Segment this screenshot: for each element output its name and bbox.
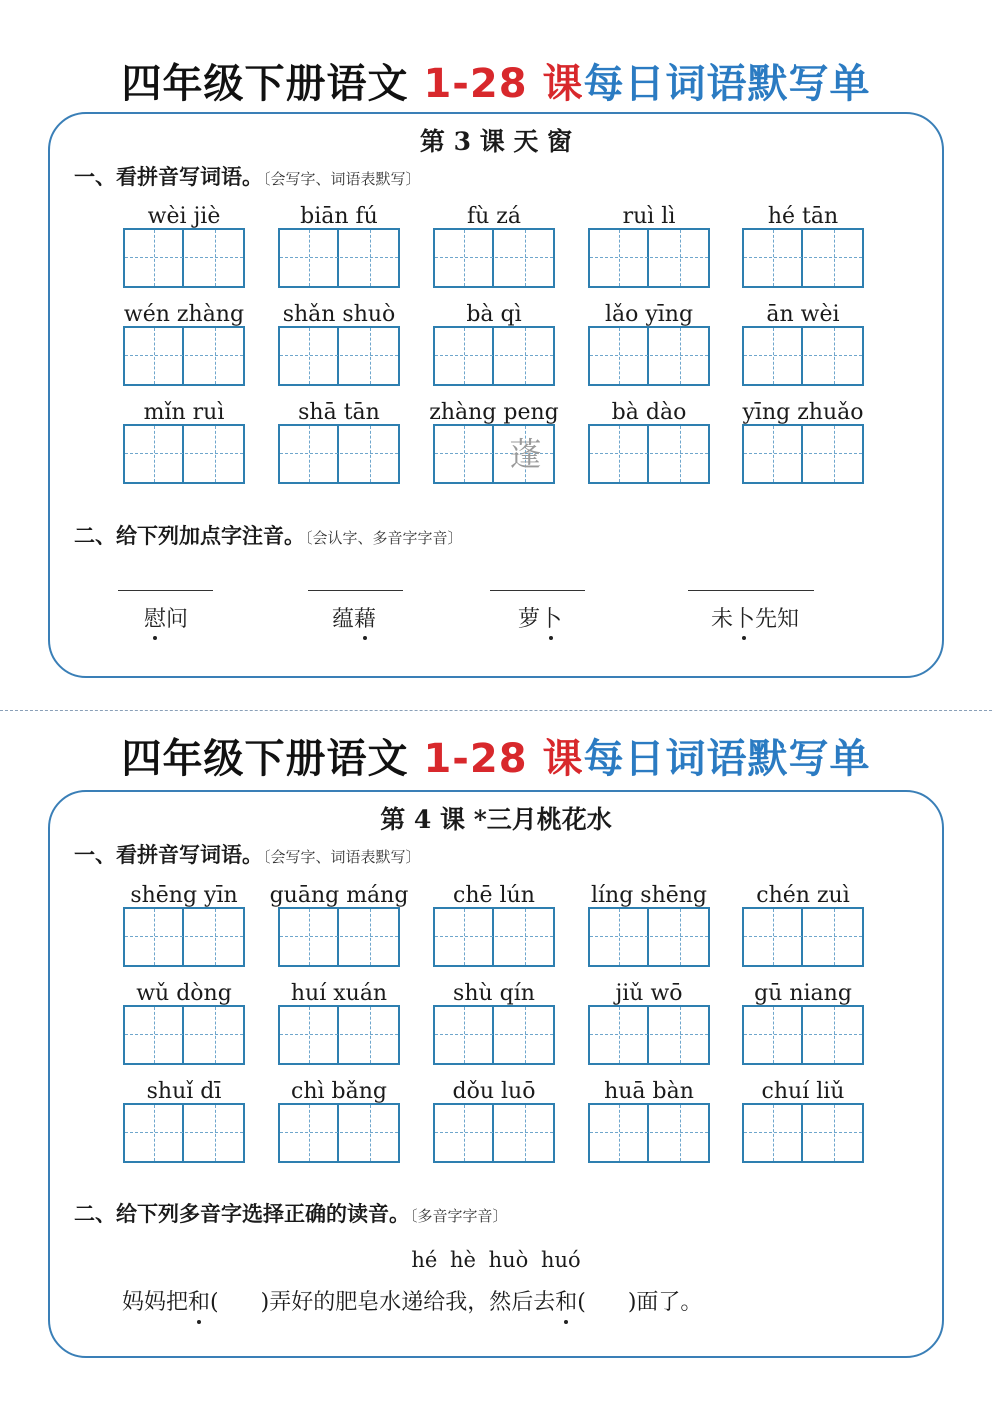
writing-box[interactable]: [433, 424, 555, 484]
writing-box[interactable]: [278, 1005, 400, 1065]
writing-box[interactable]: [742, 228, 864, 288]
pinyin-label: shǎn shuò: [282, 302, 396, 327]
guide-line: [680, 909, 681, 965]
pinyin-label: bà qì: [466, 302, 522, 327]
pinyin-label: wén zhàng: [123, 302, 245, 327]
guide-line: [834, 1105, 835, 1161]
lesson-panel: [48, 112, 944, 678]
pinyin-label: gū niang: [754, 981, 852, 1006]
guide-line: [280, 257, 398, 258]
guide-line: [680, 1007, 681, 1063]
guide-line: [154, 1007, 155, 1063]
guide-line: [154, 328, 155, 384]
guide-line: [619, 230, 620, 286]
word-part: 先知: [755, 607, 800, 632]
guide-line: [525, 328, 526, 384]
guide-line: [280, 355, 398, 356]
guide-line: [215, 1007, 216, 1063]
writing-box[interactable]: [123, 326, 245, 386]
pinyin-label: yīng zhuǎo: [742, 400, 864, 425]
writing-box[interactable]: [433, 1005, 555, 1065]
guide-line: [125, 1132, 243, 1133]
writing-box[interactable]: [123, 228, 245, 288]
guide-line: [280, 936, 398, 937]
title-part-grade: 四年级下册语文: [121, 61, 424, 107]
guide-line: [590, 453, 708, 454]
guide-line: [680, 328, 681, 384]
guide-line: [309, 230, 310, 286]
section-heading-note: 〔会写字、词语表默写〕: [263, 848, 421, 866]
pinyin-label: lǎo yīng: [604, 302, 694, 327]
title-part-range: 1-28 课: [423, 61, 584, 107]
guide-line: [773, 328, 774, 384]
writing-box[interactable]: [742, 424, 864, 484]
pinyin-label: chén zuì: [756, 883, 850, 908]
sentence-part: )面了。: [627, 1290, 703, 1315]
guide-line: [773, 230, 774, 286]
word-part: 未: [710, 607, 733, 632]
pinyin-label: wǔ dòng: [136, 981, 232, 1006]
guide-line: [309, 1007, 310, 1063]
guide-line: [215, 426, 216, 482]
guide-line: [435, 1034, 553, 1035]
cut-line-divider: [0, 710, 992, 711]
guide-line: [744, 936, 862, 937]
guide-line: [435, 936, 553, 937]
dotted-word: [502, 606, 578, 634]
guide-line: [744, 453, 862, 454]
dotted-word: [128, 606, 204, 634]
guide-line: [619, 1007, 620, 1063]
answer-blank[interactable]: [308, 590, 403, 591]
guide-line: [744, 355, 862, 356]
writing-box[interactable]: [123, 1103, 245, 1163]
pinyin-label: chuí liǔ: [761, 1079, 845, 1104]
dotted-char: 卜: [732, 607, 755, 632]
guide-line: [680, 1105, 681, 1161]
guide-line: [464, 1007, 465, 1063]
guide-line: [370, 328, 371, 384]
lesson-title: 第 3 课 天 窗: [419, 127, 573, 156]
pinyin-label: fù zá: [466, 204, 521, 229]
guide-line: [125, 453, 243, 454]
title-part-name: 每日词语默写单: [583, 61, 871, 107]
writing-box[interactable]: [433, 1103, 555, 1163]
section-heading-text: 二、给下列多音字选择正确的读音。: [74, 1201, 410, 1226]
guide-line: [744, 1034, 862, 1035]
pinyin-label: shēng yīn: [130, 883, 238, 908]
guide-line: [525, 909, 526, 965]
writing-box[interactable]: [123, 1005, 245, 1065]
section-heading-text: 一、看拼音写词语。: [74, 842, 263, 867]
answer-blank[interactable]: [118, 590, 213, 591]
answer-blank[interactable]: [688, 590, 814, 591]
title-part-grade: 四年级下册语文: [121, 736, 424, 782]
sentence-part: (: [577, 1290, 586, 1315]
dotted-word: [700, 606, 810, 634]
dotted-char: 卜: [540, 607, 563, 632]
fill-in-sentence: [122, 1288, 702, 1318]
guide-line: [154, 1105, 155, 1161]
pinyin-label: huā bàn: [604, 1079, 694, 1104]
guide-line: [525, 230, 526, 286]
guide-line: [215, 909, 216, 965]
dotted-char: 和: [555, 1288, 577, 1318]
pinyin-label: mǐn ruì: [143, 400, 225, 425]
guide-line: [280, 1034, 398, 1035]
guide-line: [590, 936, 708, 937]
guide-line: [834, 230, 835, 286]
writing-box[interactable]: [278, 228, 400, 288]
guide-line: [619, 1105, 620, 1161]
writing-box[interactable]: [588, 1005, 710, 1065]
guide-line: [619, 909, 620, 965]
guide-line: [680, 230, 681, 286]
guide-line: [309, 426, 310, 482]
pinyin-label: jiǔ wō: [615, 981, 683, 1006]
section-heading-text: 一、看拼音写词语。: [74, 164, 263, 189]
guide-line: [773, 1007, 774, 1063]
writing-box[interactable]: [123, 907, 245, 967]
guide-line: [215, 328, 216, 384]
guide-line: [619, 328, 620, 384]
guide-line: [309, 909, 310, 965]
answer-blank[interactable]: [490, 590, 585, 591]
pinyin-label: ān wèi: [766, 302, 840, 327]
section-heading-text: 二、给下列加点字注音。: [74, 523, 305, 548]
pinyin-label: chē lún: [453, 883, 535, 908]
guide-line: [309, 328, 310, 384]
guide-line: [125, 355, 243, 356]
guide-line: [464, 1105, 465, 1161]
pinyin-label: líng shēng: [590, 883, 708, 908]
dotted-char: 藉: [354, 607, 377, 632]
pinyin-label: chì bǎng: [291, 1079, 387, 1104]
guide-line: [464, 230, 465, 286]
guide-line: [834, 426, 835, 482]
pinyin-label: shā tān: [298, 400, 380, 425]
guide-line: [834, 328, 835, 384]
dotted-char: 慰: [143, 607, 166, 632]
sentence-part: 妈妈把: [122, 1290, 189, 1315]
writing-box[interactable]: [588, 228, 710, 288]
guide-line: [215, 1105, 216, 1161]
word-part: 蕴: [331, 607, 354, 632]
guide-line: [590, 355, 708, 356]
guide-line: [773, 909, 774, 965]
dotted-char: 和: [188, 1288, 210, 1318]
word-part: 问: [166, 607, 189, 632]
writing-box[interactable]: [278, 326, 400, 386]
title-part-range: 1-28 课: [423, 736, 584, 782]
guide-line: [590, 1132, 708, 1133]
guide-line: [590, 1034, 708, 1035]
sheet-title: [0, 60, 992, 108]
writing-box[interactable]: [433, 228, 555, 288]
guide-line: [309, 1105, 310, 1161]
pinyin-label: huí xuán: [290, 981, 388, 1006]
guide-line: [680, 426, 681, 482]
guide-line: [525, 1007, 526, 1063]
writing-box[interactable]: [742, 326, 864, 386]
guide-line: [125, 936, 243, 937]
writing-box[interactable]: [588, 1103, 710, 1163]
guide-line: [370, 230, 371, 286]
sheet-title: [0, 735, 992, 783]
guide-line: [435, 1132, 553, 1133]
guide-line: [280, 453, 398, 454]
word-part: 萝: [517, 607, 540, 632]
title-part-name: 每日词语默写单: [583, 736, 871, 782]
guide-line: [464, 909, 465, 965]
writing-box[interactable]: [588, 424, 710, 484]
section-heading: [74, 841, 421, 871]
guide-line: [154, 426, 155, 482]
writing-box[interactable]: [588, 907, 710, 967]
dotted-word: [316, 606, 392, 634]
guide-line: [525, 1105, 526, 1161]
writing-box[interactable]: [742, 1005, 864, 1065]
sentence-part: (: [210, 1290, 219, 1315]
guide-line: [834, 909, 835, 965]
guide-line: [744, 257, 862, 258]
pinyin-label: biān fú: [300, 204, 378, 229]
guide-line: [215, 230, 216, 286]
section-heading-note: 〔多音字字音〕: [410, 1207, 508, 1225]
writing-box[interactable]: [742, 907, 864, 967]
pinyin-label: shuǐ dī: [146, 1079, 222, 1104]
guide-line: [773, 426, 774, 482]
guide-line: [619, 426, 620, 482]
guide-line: [435, 355, 553, 356]
guide-line: [464, 426, 465, 482]
guide-line: [125, 257, 243, 258]
guide-line: [154, 230, 155, 286]
writing-box[interactable]: [433, 907, 555, 967]
pinyin-label: zhàng peng: [429, 400, 559, 425]
reading-choices: hé hè huò huó: [411, 1248, 581, 1272]
guide-line: [590, 257, 708, 258]
guide-line: [744, 1132, 862, 1133]
section-heading-note: 〔会认字、多音字字音〕: [305, 529, 463, 547]
writing-box[interactable]: [278, 424, 400, 484]
pinyin-label: ruì lì: [622, 204, 676, 229]
section-heading: [74, 522, 463, 552]
guide-line: [834, 1007, 835, 1063]
writing-box[interactable]: [278, 1103, 400, 1163]
guide-line: [280, 1132, 398, 1133]
guide-line: [370, 1007, 371, 1063]
pinyin-label: shù qín: [453, 981, 535, 1006]
pinyin-label: bà dào: [611, 400, 687, 425]
pinyin-label: dǒu luō: [452, 1079, 536, 1104]
writing-box[interactable]: [278, 907, 400, 967]
writing-box[interactable]: [742, 1103, 864, 1163]
pinyin-label: wèi jiè: [147, 204, 221, 229]
guide-line: [154, 909, 155, 965]
section-heading: [74, 1200, 508, 1230]
pinyin-label: guāng máng: [269, 883, 409, 908]
writing-box[interactable]: [123, 424, 245, 484]
writing-box[interactable]: [433, 326, 555, 386]
guide-line: [370, 909, 371, 965]
section-heading-note: 〔会写字、词语表默写〕: [263, 170, 421, 188]
pinyin-label: hé tān: [767, 204, 839, 229]
guide-line: [125, 1034, 243, 1035]
guide-line: [773, 1105, 774, 1161]
section-heading: [74, 163, 421, 193]
guide-line: [464, 328, 465, 384]
sentence-part: )弄好的肥皂水递给我，然后去: [260, 1290, 556, 1315]
writing-box[interactable]: [588, 326, 710, 386]
guide-line: [370, 1105, 371, 1161]
hint-character: 蓬: [509, 435, 542, 473]
lesson-title: 第 4 课 *三月桃花水: [380, 805, 612, 834]
guide-line: [435, 257, 553, 258]
guide-line: [370, 426, 371, 482]
